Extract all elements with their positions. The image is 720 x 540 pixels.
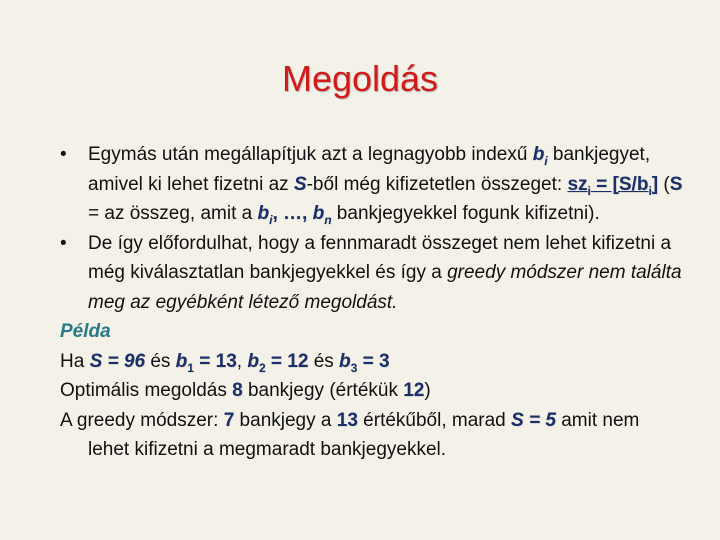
formula-eq: = [S/b	[590, 173, 649, 195]
subscript: i	[269, 212, 273, 227]
subscript: 3	[350, 360, 358, 375]
value-denomination: 13	[336, 409, 358, 431]
var-b1	[257, 203, 273, 227]
value-denomination: 12	[403, 380, 425, 401]
bullet-dot: •	[60, 144, 67, 165]
text: Optimális megoldás	[60, 380, 233, 401]
text: A greedy módszer:	[60, 409, 224, 431]
value-remainder: S = 5	[511, 409, 556, 431]
text: bankjegy (értékük	[242, 380, 404, 401]
formula-close: ]	[651, 173, 659, 195]
subscript: n	[324, 212, 332, 227]
bullet-dot: •	[60, 232, 67, 254]
var-letter: b	[532, 144, 545, 165]
bullet-item-2	[60, 229, 685, 318]
text: )	[424, 380, 431, 401]
value: = 13	[193, 350, 237, 372]
var-b	[532, 144, 548, 168]
value-b2	[247, 350, 309, 375]
value-b1	[175, 350, 237, 375]
text: , …,	[272, 203, 313, 224]
text: bankjegyet, amivel ki lehet fizetni az	[88, 144, 651, 195]
italic-text: greedy módszer nem találta meg az egyébként létező megoldást.	[88, 262, 682, 313]
text: (	[658, 173, 670, 195]
var-S: S	[669, 173, 683, 195]
slide-content	[60, 140, 685, 465]
text: Egymás után megállapítjuk azt a legnagyobb indexű	[88, 144, 533, 165]
var-letter: b	[247, 350, 259, 372]
subscript: i	[648, 183, 652, 198]
text: -ből még kifizetetlen összeget:	[306, 173, 568, 195]
var-S: S	[293, 173, 307, 195]
text: értékűből, marad	[357, 409, 512, 431]
var-letter: b	[257, 203, 270, 224]
bullet-item-1	[60, 140, 685, 229]
value-count: 8	[232, 380, 243, 401]
line-ha	[60, 347, 685, 377]
subscript: 2	[258, 360, 266, 375]
text: és	[308, 350, 340, 372]
subscript: i	[587, 183, 591, 198]
slide-title: Megoldás	[281, 58, 439, 99]
subscript: i	[544, 153, 548, 168]
text: = az összeg, amit a	[88, 203, 258, 224]
value-S: S = 96	[89, 350, 146, 372]
value: = 3	[357, 350, 390, 372]
text: bankjegy a	[234, 409, 337, 431]
value: = 12	[265, 350, 309, 372]
value-count: 7	[223, 409, 235, 431]
var-bn	[312, 203, 332, 227]
var-letter: b	[312, 203, 325, 224]
line-optimal	[60, 376, 685, 406]
value-b3	[339, 350, 390, 375]
text: De így előfordulhat, hogy a fennmaradt összeget nem lehet kifizetni a még kiválasztatlan bankjegyekkel és így a	[88, 232, 672, 283]
var-letter: b	[175, 350, 188, 372]
text: amit nem lehet kifizetni a megmaradt bankjegyekkel.	[88, 409, 640, 460]
line-greedy	[60, 406, 685, 465]
text: és	[145, 350, 176, 372]
text: Ha	[60, 350, 90, 372]
text: bankjegyekkel fogunk kifizetni).	[331, 203, 600, 224]
subscript: 1	[187, 360, 194, 375]
example-label: Példa	[60, 321, 111, 342]
formula	[567, 173, 659, 198]
formula-lhs: sz	[567, 173, 588, 195]
var-letter: b	[339, 350, 351, 372]
text: ,	[236, 350, 248, 372]
